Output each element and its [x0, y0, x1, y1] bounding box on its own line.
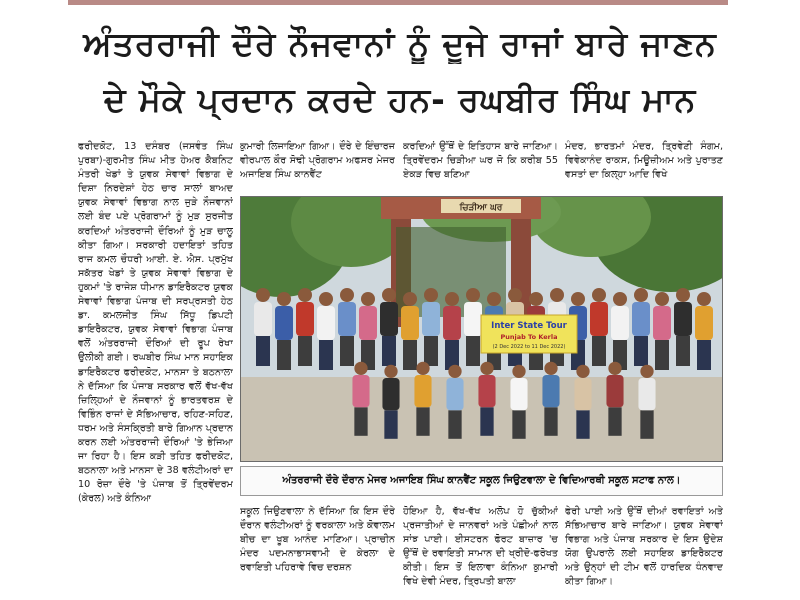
person-head	[448, 365, 461, 378]
banner-title: Inter State Tour	[491, 321, 567, 331]
person-legs	[544, 407, 557, 436]
banner-subtitle: Punjab To Kerla	[500, 333, 558, 341]
person-head	[529, 292, 543, 306]
article-bottom-column-2	[240, 505, 395, 600]
person-head	[676, 288, 690, 302]
person-head	[445, 292, 459, 306]
person-head	[608, 362, 621, 375]
person-figure	[590, 302, 608, 336]
article-paragraph: ਮੰਦਰ, ਭਾਰਤਮਾਂ ਮੰਦਰ, ਤ੍ਰਿਵੇਣੀ ਸੰਗਮ, ਵਿਵੇਕਾਨੰਦ ਰਾਕਸ, ਮਿਊਜ਼ੀਅਮ ਅਤੇ ਪੁਰਾਤਣ ਵਸਤਾਂ ਦਾ ਕਿਲ੍ਹਾ ਆਦਿ ਵਿਖੇ	[565, 141, 723, 181]
person-legs	[384, 410, 397, 439]
article-paragraph: ਫਰੀਦਕੋਟ, 13 ਦਸੰਬਰ (ਜਸਵੰਤ ਸਿੰਘ ਪੁਰਬਾ)-ਗੁਰਮੀਤ ਸਿੰਘ ਮੀਤ ਹੇਅਰ ਕੈਬਨਿਟ ਮੰਤਰੀ ਖੇਡਾਂ ਤੇ ਯੁਵਕ ਸੇਵਾਵਾਂ ਵਿਭਾਗ ਦੇ ਦਿਸ਼ਾ ਨਿਰਦੇਸ਼ਾਂ ਹੇਠ ਚਾਰ ਸਾਲਾਂ ਬਾਅਦ ਯੁਵਕ ਸੇਵਾਵਾਂ ਵਿਭਾਗ ਨਾਲ ਜੁੜੇ ਨੌਜਵਾਨਾਂ ਲਈ ਬੰਦ ਪਏ ਪ੍ਰੋਗਰਾਮਾਂ ਨੂੰ ਮੁੜ ਸੁਰਜੀਤ ਕਰਦਿਆਂ ਅੰਤਰਰਾਜੀ ਦੌਰਿਆਂ ਨੂੰ ਮੁੜ ਚਾਲੂ ਕੀਤਾ ਗਿਆ। ਸਰਕਾਰੀ ਹਦਾਇਤਾਂ ਤਹਿਤ ਰਾਜ ਕਮਲ ਚੌਧਰੀ ਆਈ. ਏ. ਐਸ. ਪ੍ਰਮੁੱਖ ਸਕੱਤਰ ਖੇਡਾਂ ਤੇ ਯੁਵਕ ਸੇਵਾਵਾਂ ਵਿਭਾਗ ਦੇ ਹੁਕਮਾਂ 'ਤੇ ਰਾਜੇਸ਼ ਧੀਮਾਨ ਡਾਇਰੈਕਟਰ ਯੁਵਕ ਸੇਵਾਵਾਂ ਵਿਭਾਗ ਪੰਜਾਬ ਦੀ ਸਰਪ੍ਰਸਤੀ ਹੇਠ ਡਾ. ਕਮਲਜੀਤ ਸਿੰਘ ਸਿੱਧੂ ਡਿਪਟੀ ਡਾਇਰੈਕਟਰ, ਯੁਵਕ ਸੇਵਾਵਾਂ ਵਿਭਾਗ ਪੰਜਾਬ ਵਲੋਂ ਅੰਤਰਰਾਜੀ ਦੌਰਿਆਂ ਦੀ ਰੂਪ ਰੇਖਾ ਉਲੀਕੀ ਗਈ। ਰਘਬੀਰ ਸਿੰਘ ਮਾਨ ਸਹਾਇਕ ਡਾਇਰੈਕਟਰ ਫਰੀਦਕੋਟ, ਮਾਨਸਾ ਤੇ ਬਠਨਾਲਾ ਨੇ ਦੱਸਿਆ ਕਿ ਪੰਜਾਬ ਸਰਕਾਰ ਵਲੋਂ ਵੱਖ-ਵੱਖ ਜ਼ਿਲ੍ਹਿਆਂ ਦੇ ਨੌਜਵਾਨਾਂ ਨੂੰ ਭਾਰਤਵਰਸ਼ ਦੇ ਵਿਭਿੰਨ ਰਾਜਾਂ ਦੇ ਸੱਭਿਆਚਾਰ, ਰਹਿਣ-ਸਹਿਣ, ਧਰਮ ਅਤੇ ਸੰਸਕ੍ਰਿਤੀ ਬਾਰੇ ਗਿਆਨ ਪ੍ਰਦਾਨ ਕਰਨ ਲਈ ਅੰਤਰਰਾਜੀ ਦੌਰਿਆਂ 'ਤੇ ਭੇਜਿਆ ਜਾ ਰਿਹਾ ਹੈ। ਇਸ ਕੜੀ ਤਹਿਤ ਫਰੀਦਕੋਟ, ਬਠਨਾਲਾ ਅਤੇ ਮਾਨਸਾ ਦੇ 38 ਵਲੰਟੀਅਰਾਂ ਦਾ 10 ਰੋਜ਼ਾ ਦੌਰੇ 'ਤੇ ਪੰਜਾਬ ਤੋਂ ਤ੍ਰਿਵੇਂਦਰਮ (ਕੇਰਲ) ਅਤੇ ਕੰਨਿਆ	[78, 141, 233, 505]
person-legs	[354, 407, 367, 436]
person-head	[340, 288, 354, 302]
person-legs	[608, 407, 621, 436]
person-figure	[446, 378, 463, 410]
person-figure	[359, 306, 377, 340]
person-head	[277, 292, 291, 306]
person-head	[354, 362, 367, 375]
person-legs	[655, 340, 669, 370]
top-rule	[68, 0, 728, 5]
article-bottom-column-3	[403, 505, 558, 600]
gate-sign: ਚਿੜੀਆ ਘਰ	[459, 203, 503, 213]
person-legs	[319, 340, 333, 370]
person-head	[544, 362, 557, 375]
person-figure	[382, 378, 399, 410]
person-figure	[380, 302, 398, 336]
person-figure	[478, 375, 495, 407]
person-figure	[338, 302, 356, 336]
person-legs	[448, 410, 461, 439]
person-head	[487, 292, 501, 306]
person-figure	[653, 306, 671, 340]
person-head	[256, 288, 270, 302]
article-column-2	[240, 140, 395, 192]
tour-banner	[481, 315, 577, 353]
article-paragraph: ਕੁਮਾਰੀ ਲਿਜਾਇਆ ਗਿਆ। ਦੌਰੇ ਦੇ ਇੰਚਾਰਜ ਵੀਰਪਾਲ ਕੌਰ ਸੋਢੀ ਪ੍ਰੋਗਰਾਮ ਅਫਸਰ ਮੇਜਰ ਅਜਾਇਬ ਸਿੰਘ ਕਾਨਵੈਂਟ	[240, 141, 395, 181]
person-figure	[422, 302, 440, 336]
banner-dates: (2 Dec 2022 to 11 Dec 2022)	[492, 344, 566, 350]
person-legs	[576, 410, 589, 439]
person-head	[655, 292, 669, 306]
person-figure	[296, 302, 314, 336]
person-head	[319, 292, 333, 306]
person-legs	[403, 340, 417, 370]
person-figure	[695, 306, 713, 340]
person-head	[416, 362, 429, 375]
person-head	[508, 288, 522, 302]
person-figure	[254, 302, 272, 336]
person-head	[403, 292, 417, 306]
person-figure	[574, 378, 591, 410]
person-legs	[277, 340, 291, 370]
person-head	[697, 292, 711, 306]
person-legs	[424, 336, 438, 366]
person-head	[512, 365, 525, 378]
person-figure	[275, 306, 293, 340]
person-legs	[592, 336, 606, 366]
person-figure	[352, 375, 369, 407]
person-legs	[640, 410, 653, 439]
person-figure	[317, 306, 335, 340]
person-legs	[256, 336, 270, 366]
person-legs	[416, 407, 429, 436]
article-column-1	[78, 140, 233, 600]
person-figure	[414, 375, 431, 407]
person-figure	[632, 302, 650, 336]
person-head	[571, 292, 585, 306]
person-legs	[480, 407, 493, 436]
article-paragraph: ਸਕੂਲ ਜਿਉਣਵਾਲਾ ਨੇ ਦੱਸਿਆ ਕਿ ਇਸ ਦੌਰੇ ਦੌਰਾਨ ਵਲੰਟੀਅਰਾਂ ਨੂੰ ਵਰਕਾਲਾ ਅਤੇ ਕੋਵਾਲਮ ਬੀਚ ਦਾ ਖੂਬ ਆਨੰਦ ਮਾਣਿਆ। ਪ੍ਰਾਚੀਨ ਮੰਦਰ ਪਦਮਨਾਭਾਸਵਾਮੀ ਦੇ ਕੇਰਲਾ ਦੇ ਰਵਾਇਤੀ ਪਹਿਰਾਵੇ ਵਿਚ ਦਰਸ਼ਨ	[240, 506, 395, 574]
person-head	[592, 288, 606, 302]
article-paragraph: ਫੇਰੀ ਪਾਈ ਅਤੇ ਉੱਥੋਂ ਦੀਆਂ ਰਵਾਇਤਾਂ ਅਤੇ ਸੱਭਿਆਚਾਰ ਬਾਰੇ ਜਾਣਿਆ। ਯੁਵਕ ਸੇਵਾਵਾਂ ਵਿਭਾਗ ਅਤੇ ਪੰਜਾਬ ਸਰਕਾਰ ਦੇ ਇਸ ਉਦੇਸ਼ ਯੋਗ ਉਪਰਾਲੇ ਲਈ ਸਹਾਇਕ ਡਾਇਰੈਕਟਰ ਅਤੇ ਉਨ੍ਹਾਂ ਦੀ ਟੀਮ ਵਲੋਂ ਹਾਰਦਿਕ ਧੰਨਵਾਦ ਕੀਤਾ ਗਿਆ।	[565, 506, 723, 588]
person-head	[634, 288, 648, 302]
person-head	[613, 292, 627, 306]
person-figure	[611, 306, 629, 340]
article-paragraph: ਹੋਇਆ ਹੈ, ਵੱਖ-ਵੱਖ ਅਲੋਪ ਹੋ ਚੁੱਕੀਆਂ ਪ੍ਰਜਾਤੀਆਂ ਦੇ ਜਾਨਵਰਾਂ ਅਤੇ ਪੰਛੀਆਂ ਨਾਲ ਸਾਂਝ ਪਾਈ। ਈਸਟਰਨ ਫੋਰਟ ਬਾਜ਼ਾਰ 'ਚ ਉੱਥੋਂ ਦੇ ਰਵਾਇਤੀ ਸਾਮਾਨ ਦੀ ਖ੍ਰੀਦੋ-ਫਰੋਖਤ ਕੀਤੀ। ਇਸ ਤੋਂ ਇਲਾਵਾ ਕੰਨਿਆ ਕੁਮਾਰੀ ਵਿਖੇ ਦੇਵੀ ਮੰਦਰ, ਤ੍ਰਿਪਤੀ ਬਾਲਾ	[403, 506, 558, 588]
article-column-3	[403, 140, 558, 192]
person-head	[298, 288, 312, 302]
person-head	[576, 365, 589, 378]
headline-line-2: ਦੇ ਮੌਕੇ ਪ੍ਰਦਾਨ ਕਰਦੇ ਹਨ- ਰਘਬੀਰ ਸਿੰਘ ਮਾਨ	[103, 80, 697, 119]
person-head	[466, 288, 480, 302]
person-legs	[466, 336, 480, 366]
person-head	[361, 292, 375, 306]
article-bottom-column-4	[565, 505, 723, 600]
person-legs	[382, 336, 396, 366]
person-figure	[510, 378, 527, 410]
person-figure	[638, 378, 655, 410]
person-figure	[464, 302, 482, 336]
person-head	[424, 288, 438, 302]
person-figure	[606, 375, 623, 407]
photo-caption: ਅੰਤਰਰਾਜੀ ਦੌਰੇ ਦੌਰਾਨ ਮੇਜਰ ਅਜਾਇਬ ਸਿੰਘ ਕਾਨਵੈਂਟ ਸਕੂਲ ਜਿਉਣਵਾਲਾ ਦੇ ਵਿਦਿਆਰਥੀ ਸਕੂਲ ਸਟਾਫ ਨਾਲ।	[240, 466, 723, 496]
person-figure	[542, 375, 559, 407]
person-head	[640, 365, 653, 378]
person-legs	[512, 410, 525, 439]
person-legs	[298, 336, 312, 366]
person-legs	[697, 340, 711, 370]
person-figure	[443, 306, 461, 340]
person-figure	[674, 302, 692, 336]
person-head	[384, 365, 397, 378]
person-head	[382, 288, 396, 302]
person-head	[480, 362, 493, 375]
person-legs	[340, 336, 354, 366]
person-legs	[676, 336, 690, 366]
person-figure	[401, 306, 419, 340]
article-column-4	[565, 140, 723, 192]
headline-line-1: ਅੰਤਰਰਾਜੀ ਦੌਰੇ ਨੌਜਵਾਨਾਂ ਨੂੰ ਦੂਜੇ ਰਾਜਾਂ ਬਾਰੇ ਜਾਣਨ	[83, 24, 717, 63]
group-photo	[240, 196, 723, 462]
person-head	[550, 288, 564, 302]
article-paragraph: ਕਰਦਿਆਂ ਉੱਥੋਂ ਦੇ ਇਤਿਹਾਸ ਬਾਰੇ ਜਾਣਿਆ। ਤ੍ਰਿਵੇਂਦਰਮ ਚਿੜੀਆ ਘਰ ਜੋ ਕਿ ਕਰੀਬ 55 ਏਕੜ ਵਿਚ ਬਣਿਆ	[403, 141, 558, 181]
person-legs	[634, 336, 648, 366]
